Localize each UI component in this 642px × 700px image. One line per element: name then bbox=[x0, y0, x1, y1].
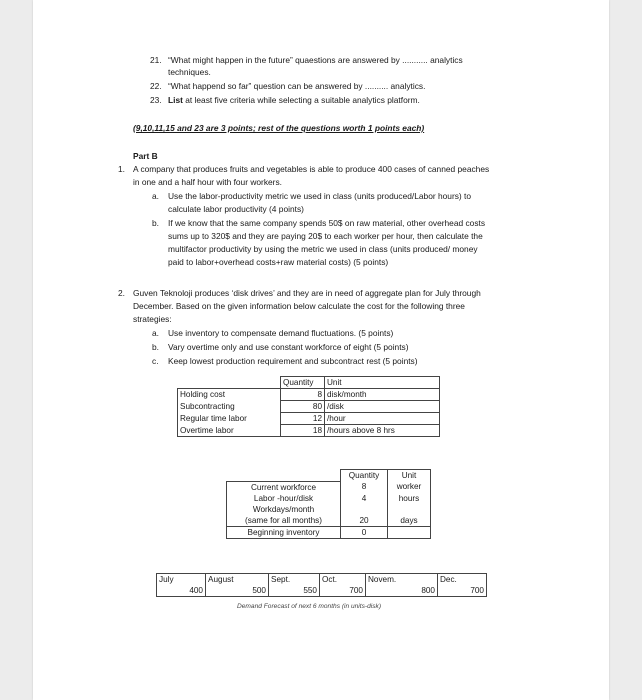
demand-value: 700 bbox=[320, 585, 366, 597]
workforce-row-label: Beginning inventory bbox=[227, 526, 341, 538]
document-page bbox=[33, 0, 609, 700]
q1-line2: in one and a half hour with four workers. bbox=[133, 177, 282, 187]
q1b-line4: paid to labor+overhead costs+raw material costs) (5 points) bbox=[168, 257, 389, 267]
q2-line2: December. Based on the given information below calculate the cost for the following three bbox=[133, 301, 465, 311]
demand-value-row bbox=[157, 585, 487, 597]
q1-line1: A company that produces fruits and vegetables is able to produce 400 cases of canned peaches bbox=[133, 164, 490, 174]
item-22-number: 22. bbox=[150, 81, 162, 91]
q1a-label: a. bbox=[152, 191, 159, 201]
cost-row-qty: 12 bbox=[281, 413, 325, 425]
item-21-text: “What might happen in the future” quaestions are answered by ........... analytics bbox=[168, 55, 463, 65]
cost-table bbox=[177, 376, 440, 437]
cost-row-qty: 18 bbox=[281, 425, 325, 437]
workforce-row-unit bbox=[388, 504, 431, 515]
q1b-label: b. bbox=[152, 218, 159, 228]
cost-row-unit: /hours above 8 hrs bbox=[325, 425, 440, 437]
cost-table-header-unit: Unit bbox=[325, 377, 440, 389]
workforce-row-qty: 0 bbox=[341, 526, 388, 538]
item-21-continuation: techniques. bbox=[168, 67, 211, 77]
workforce-row-unit: hours bbox=[388, 493, 431, 504]
workforce-table-row bbox=[227, 515, 431, 527]
cost-row-label: Regular time labor bbox=[178, 413, 281, 425]
q2-line1: Guven Teknoloji produces ‘disk drives’ and they are in need of aggregate plan for July through bbox=[133, 288, 481, 298]
cost-row-unit: /hour bbox=[325, 413, 440, 425]
item-22-text: “What happend so far” question can be answered by .......... analytics. bbox=[168, 81, 426, 91]
q2-number: 2. bbox=[118, 288, 125, 298]
demand-month-row bbox=[157, 574, 487, 586]
q1b-line1: If we know that the same company spends 50$ on raw material, other overhead costs bbox=[168, 218, 486, 228]
demand-value: 700 bbox=[438, 585, 487, 597]
workforce-row-qty: 8 bbox=[341, 481, 388, 493]
demand-value: 550 bbox=[269, 585, 320, 597]
workforce-row-qty bbox=[341, 504, 388, 515]
workforce-row-label: Workdays/month bbox=[227, 504, 341, 515]
demand-month: Novem. bbox=[366, 574, 438, 586]
demand-caption: Demand Forecast of next 6 months (in units-disk) bbox=[237, 603, 382, 610]
q2b-text: Vary overtime only and use constant workforce of eight (5 points) bbox=[168, 342, 409, 352]
cost-table-corner bbox=[178, 377, 281, 389]
workforce-table-row bbox=[227, 526, 431, 538]
q1a-line1: Use the labor-productivity metric we used in class (units produced/Labor hours) to bbox=[168, 191, 472, 201]
part-b-heading: Part B bbox=[133, 151, 158, 161]
q2a-label: a. bbox=[152, 328, 159, 338]
demand-value: 500 bbox=[206, 585, 269, 597]
demand-month: Dec. bbox=[438, 574, 487, 586]
workforce-row-unit: days bbox=[388, 515, 431, 527]
demand-value: 800 bbox=[366, 585, 438, 597]
q2c-label: c. bbox=[152, 356, 159, 366]
workforce-header-unit: Unit bbox=[388, 470, 431, 482]
cost-row-label: Subcontracting bbox=[178, 401, 281, 413]
workforce-row-qty: 20 bbox=[341, 515, 388, 527]
workforce-row-label: Current workforce bbox=[227, 481, 341, 493]
workforce-row-unit: worker bbox=[388, 481, 431, 493]
item-21-number: 21. bbox=[150, 55, 162, 65]
cost-table-row bbox=[178, 389, 440, 401]
demand-table bbox=[156, 573, 487, 597]
cost-row-unit: disk/month bbox=[325, 389, 440, 401]
q2a-text: Use inventory to compensate demand fluctuations. (5 points) bbox=[168, 328, 394, 338]
demand-month: Sept. bbox=[269, 574, 320, 586]
item-23-text bbox=[168, 95, 420, 106]
cost-table-row bbox=[178, 401, 440, 413]
workforce-row-unit bbox=[388, 526, 431, 538]
cost-row-label: Overtime labor bbox=[178, 425, 281, 437]
q1b-line3: multifactor productivity by using the metric we used in class (units produced/ money bbox=[168, 244, 478, 254]
cost-row-qty: 8 bbox=[281, 389, 325, 401]
workforce-row-qty: 4 bbox=[341, 493, 388, 504]
workforce-header-quantity: Quantity bbox=[341, 470, 388, 482]
q2c-text: Keep lowest production requirement and subcontract rest (5 points) bbox=[168, 356, 418, 366]
item-23-rest: at least five criteria while selecting a suitable analytics platform. bbox=[182, 95, 420, 105]
points-note: (9,10,11,15 and 23 are 3 points; rest of the questions worth 1 points each) bbox=[133, 123, 425, 133]
workforce-row-label: (same for all months) bbox=[227, 515, 341, 527]
q1b-line2: sums up to 320$ and they are paying 20$ to each worker per hour, then calculate the bbox=[168, 231, 483, 241]
workforce-table-corner bbox=[227, 470, 341, 482]
cost-row-label: Holding cost bbox=[178, 389, 281, 401]
workforce-table bbox=[226, 469, 431, 539]
item-23-bold-word: List bbox=[168, 95, 183, 105]
demand-month: August bbox=[206, 574, 269, 586]
workforce-table-row bbox=[227, 493, 431, 504]
cost-table-header-row bbox=[178, 377, 440, 389]
workforce-table-row bbox=[227, 504, 431, 515]
q1a-line2: calculate labor productivity (4 points) bbox=[168, 204, 304, 214]
cost-table-row bbox=[178, 425, 440, 437]
workforce-table-row bbox=[227, 481, 431, 493]
demand-value: 400 bbox=[157, 585, 206, 597]
item-23-number: 23. bbox=[150, 95, 162, 105]
q2b-label: b. bbox=[152, 342, 159, 352]
cost-row-unit: /disk bbox=[325, 401, 440, 413]
demand-month: July bbox=[157, 574, 206, 586]
cost-table-header-quantity: Quantity bbox=[281, 377, 325, 389]
q1-number: 1. bbox=[118, 164, 125, 174]
demand-month: Oct. bbox=[320, 574, 366, 586]
workforce-table-header-row bbox=[227, 470, 431, 482]
cost-row-qty: 80 bbox=[281, 401, 325, 413]
q2-line3: strategies: bbox=[133, 314, 172, 324]
cost-table-row bbox=[178, 413, 440, 425]
workforce-row-label: Labor -hour/disk bbox=[227, 493, 341, 504]
